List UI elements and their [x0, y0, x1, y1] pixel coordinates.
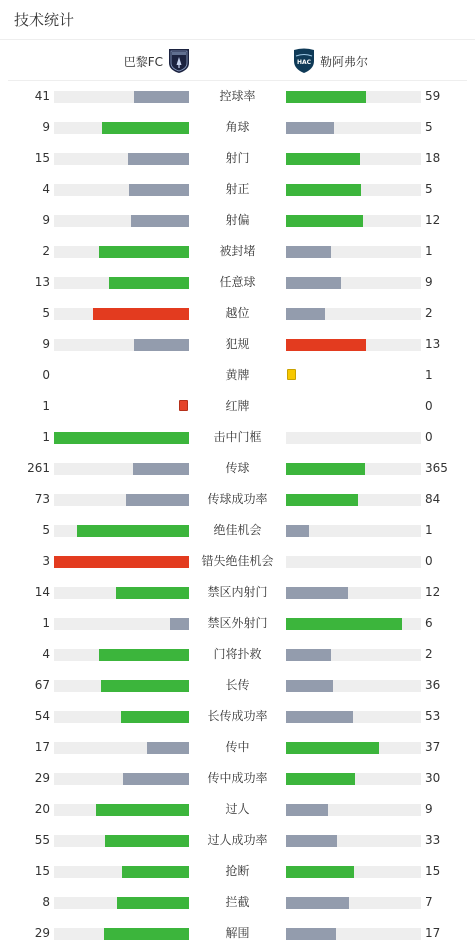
stat-row [0, 701, 475, 732]
home-stat-value: 29 [34, 771, 50, 785]
away-stat-bar [286, 928, 421, 940]
stat-label: 长传 [225, 678, 250, 692]
stat-row [0, 81, 475, 112]
home-stat-bar [54, 215, 189, 227]
stat-row [0, 918, 475, 949]
home-stat-bar-fill [116, 587, 189, 599]
stat-row [0, 267, 475, 298]
stat-row [0, 112, 475, 143]
away-stat-value: 9 [425, 802, 433, 816]
away-stat-bar [286, 804, 421, 816]
home-stat-bar-fill [129, 184, 189, 196]
stat-row [0, 453, 475, 484]
away-stat-bar-fill [286, 649, 331, 661]
home-stat-value: 15 [34, 151, 50, 165]
away-stat-value: 15 [425, 864, 441, 878]
away-stat-bar [286, 153, 421, 165]
away-stat-bar [286, 463, 421, 475]
away-stat-bar [286, 432, 421, 444]
away-stat-bar-fill [286, 184, 361, 196]
away-stat-bar-fill [286, 277, 341, 289]
away-stat-bar-fill [286, 308, 325, 320]
away-stat-value: 13 [425, 337, 441, 351]
away-stat-bar [286, 897, 421, 909]
home-stat-value: 55 [34, 833, 50, 847]
away-stat-bar-fill [286, 897, 349, 909]
home-stat-value: 0 [42, 368, 50, 382]
stat-row [0, 391, 475, 422]
stat-row [0, 639, 475, 670]
home-stat-bar-fill [147, 742, 190, 754]
stat-label: 射门 [225, 151, 250, 165]
stat-label: 抢断 [225, 864, 250, 878]
home-stat-value: 261 [27, 461, 50, 475]
home-stat-bar [54, 649, 189, 661]
away-stat-value: 2 [425, 647, 433, 661]
home-stat-value: 41 [34, 89, 50, 103]
away-stat-value: 33 [425, 833, 441, 847]
away-stat-bar [286, 308, 421, 320]
stat-row [0, 825, 475, 856]
stat-label: 过人 [225, 802, 250, 816]
home-stat-bar-fill [122, 866, 190, 878]
away-stat-value: 12 [425, 213, 441, 227]
stat-label: 射正 [225, 182, 250, 196]
away-stat-bar [286, 494, 421, 506]
stat-row [0, 732, 475, 763]
stat-row [0, 484, 475, 515]
home-stat-bar [54, 835, 189, 847]
away-stat-bar-fill [286, 773, 355, 785]
stat-label: 门将扑救 [213, 647, 262, 661]
home-stat-value: 4 [42, 182, 50, 196]
stat-row [0, 298, 475, 329]
home-stat-bar [54, 711, 189, 723]
home-stat-bar-fill [99, 246, 189, 258]
away-stat-value: 53 [425, 709, 441, 723]
stat-row [0, 329, 475, 360]
stat-label: 传中成功率 [207, 771, 268, 785]
away-stat-bar-fill [286, 804, 328, 816]
home-stat-value: 1 [42, 616, 50, 630]
yellow-card-icon [287, 369, 296, 380]
home-stat-bar [54, 246, 189, 258]
away-stat-bar [286, 277, 421, 289]
stat-row [0, 360, 475, 391]
away-stat-bar [286, 711, 421, 723]
home-stat-bar-fill [131, 215, 189, 227]
home-stat-value: 5 [42, 306, 50, 320]
stat-row [0, 143, 475, 174]
home-stat-bar [54, 928, 189, 940]
away-stat-bar [286, 184, 421, 196]
away-stat-bar [286, 339, 421, 351]
away-stat-bar-fill [286, 494, 358, 506]
stat-label: 越位 [225, 306, 250, 320]
away-stat-bar-fill [286, 246, 331, 258]
away-stat-bar-fill [286, 742, 379, 754]
stat-row [0, 763, 475, 794]
away-stat-bar [286, 525, 421, 537]
home-stat-bar [54, 556, 189, 568]
stat-label: 角球 [225, 120, 250, 134]
home-stat-bar [54, 804, 189, 816]
away-stat-bar-fill [286, 339, 366, 351]
home-stat-value: 54 [34, 709, 50, 723]
home-stat-bar-fill [123, 773, 189, 785]
away-stat-bar [286, 680, 421, 692]
home-stat-value: 73 [34, 492, 50, 506]
away-stat-bar-fill [286, 91, 366, 103]
away-stat-bar [286, 618, 421, 630]
home-stat-bar-fill [104, 928, 189, 940]
home-stat-bar-fill [133, 463, 189, 475]
teams-bar [8, 40, 467, 81]
stat-label: 红牌 [225, 399, 250, 413]
away-stat-bar-fill [286, 525, 309, 537]
away-stat-bar [286, 122, 421, 134]
stat-row [0, 856, 475, 887]
page-title: 技术统计 [14, 11, 75, 29]
away-stat-bar [286, 835, 421, 847]
home-stat-bar-fill [121, 711, 189, 723]
home-stat-bar-fill [99, 649, 189, 661]
away-stat-bar-fill [286, 587, 348, 599]
stat-label: 传中 [225, 740, 250, 754]
home-stat-value: 5 [42, 523, 50, 537]
home-stat-value: 1 [42, 399, 50, 413]
home-stat-value: 20 [34, 802, 50, 816]
home-stat-value: 8 [42, 895, 50, 909]
home-stat-bar [54, 463, 189, 475]
home-stat-bar [54, 184, 189, 196]
stat-row [0, 577, 475, 608]
stats-header [0, 0, 475, 40]
stat-row [0, 794, 475, 825]
home-stat-value: 1 [42, 430, 50, 444]
stat-row [0, 887, 475, 918]
stat-label: 击中门框 [213, 430, 262, 444]
away-stat-value: 1 [425, 244, 433, 258]
away-stat-value: 5 [425, 120, 433, 134]
home-stat-bar-fill [96, 804, 189, 816]
away-stat-bar-fill [286, 618, 402, 630]
away-stat-bar-fill [286, 680, 333, 692]
home-stat-bar [54, 277, 189, 289]
away-stat-bar [286, 91, 421, 103]
away-stat-value: 5 [425, 182, 433, 196]
away-stat-bar [286, 773, 421, 785]
home-stat-bar-fill [101, 680, 189, 692]
home-stat-bar-fill [109, 277, 189, 289]
home-stat-bar [54, 897, 189, 909]
away-stat-value: 17 [425, 926, 441, 940]
away-stat-bar-fill [286, 153, 360, 165]
stat-label: 错失绝佳机会 [201, 554, 274, 568]
home-stat-value: 13 [34, 275, 50, 289]
away-stat-value: 2 [425, 306, 433, 320]
away-stat-bar-fill [286, 122, 334, 134]
home-stat-value: 29 [34, 926, 50, 940]
stat-label: 拦截 [225, 895, 250, 909]
home-stat-bar [54, 618, 189, 630]
paris-fc-crest-icon [167, 48, 191, 74]
stat-row [0, 608, 475, 639]
home-stat-bar-fill [77, 525, 190, 537]
stat-row [0, 670, 475, 701]
home-stat-value: 9 [42, 337, 50, 351]
away-stat-bar-fill [286, 215, 363, 227]
stat-label: 解围 [225, 926, 250, 940]
home-stat-value: 2 [42, 244, 50, 258]
home-stat-bar-fill [105, 835, 189, 847]
home-stat-value: 9 [42, 120, 50, 134]
stat-label: 黄牌 [225, 368, 250, 382]
away-stat-value: 36 [425, 678, 441, 692]
home-stat-value: 67 [34, 678, 50, 692]
away-stat-value: 12 [425, 585, 441, 599]
stat-label: 禁区外射门 [207, 616, 268, 630]
home-stat-bar-fill [128, 153, 189, 165]
home-stat-value: 17 [34, 740, 50, 754]
home-team [124, 48, 191, 74]
home-team-name: 巴黎FC [123, 54, 163, 69]
home-stat-bar [54, 91, 189, 103]
away-stat-value: 0 [425, 430, 433, 444]
red-card-icon [179, 400, 188, 411]
home-stat-bar [54, 866, 189, 878]
home-stat-bar-fill [134, 91, 189, 103]
stat-row [0, 546, 475, 577]
home-stat-bar-fill [117, 897, 189, 909]
away-stat-bar-fill [286, 866, 354, 878]
away-stat-value: 6 [425, 616, 433, 630]
stat-label: 传球 [225, 461, 250, 475]
home-stat-bar-fill [102, 122, 189, 134]
stats-list [0, 81, 475, 950]
away-stat-bar [286, 215, 421, 227]
away-stat-value: 365 [425, 461, 448, 475]
home-stat-bar [54, 153, 189, 165]
away-stat-value: 0 [425, 554, 433, 568]
away-stat-value: 1 [425, 523, 433, 537]
home-stat-value: 3 [42, 554, 50, 568]
away-stat-bar-fill [286, 835, 337, 847]
stat-label: 传球成功率 [207, 492, 268, 506]
home-stat-value: 4 [42, 647, 50, 661]
away-stat-value: 9 [425, 275, 433, 289]
stat-label: 射偏 [225, 213, 250, 227]
away-stat-bar-fill [286, 928, 336, 940]
home-stat-bar [54, 525, 189, 537]
home-stat-bar-fill [126, 494, 189, 506]
stat-label: 被封堵 [219, 244, 256, 258]
svg-text:HAC: HAC [296, 59, 312, 66]
away-stat-value: 1 [425, 368, 433, 382]
home-stat-bar-fill [54, 432, 189, 444]
home-stat-bar [54, 432, 189, 444]
away-stat-bar [286, 649, 421, 661]
stat-row [0, 422, 475, 453]
home-stat-bar-fill [54, 556, 189, 568]
home-stat-bar [54, 680, 189, 692]
home-stat-bar [54, 587, 189, 599]
away-stat-bar [286, 866, 421, 878]
home-stat-value: 14 [34, 585, 50, 599]
stat-row [0, 174, 475, 205]
stat-label: 犯规 [225, 337, 250, 351]
stat-row [0, 205, 475, 236]
home-stat-bar-fill [170, 618, 189, 630]
home-stat-bar [54, 742, 189, 754]
away-stat-bar [286, 556, 421, 568]
home-stat-bar-fill [134, 339, 189, 351]
home-stat-bar [54, 773, 189, 785]
away-stat-bar [286, 742, 421, 754]
away-stat-value: 0 [425, 399, 433, 413]
stat-label: 绝佳机会 [213, 523, 262, 537]
stat-label: 禁区内射门 [207, 585, 268, 599]
home-stat-bar-fill [93, 308, 189, 320]
home-stat-bar [54, 339, 189, 351]
home-stat-bar [54, 308, 189, 320]
stat-row [0, 515, 475, 546]
away-stat-bar-fill [286, 463, 365, 475]
stat-label: 控球率 [219, 89, 256, 103]
stat-label: 任意球 [219, 275, 256, 289]
home-stat-bar [54, 494, 189, 506]
home-stat-value: 9 [42, 213, 50, 227]
away-stat-bar-fill [286, 711, 353, 723]
home-stat-bar [54, 122, 189, 134]
away-stat-value: 7 [425, 895, 433, 909]
stat-label: 过人成功率 [207, 833, 268, 847]
away-stat-value: 30 [425, 771, 441, 785]
away-team-name: 勒阿弗尔 [320, 54, 369, 69]
away-stat-value: 37 [425, 740, 441, 754]
stat-row [0, 236, 475, 267]
home-stat-value: 15 [34, 864, 50, 878]
stat-label: 长传成功率 [207, 709, 268, 723]
away-stat-bar [286, 587, 421, 599]
away-stat-bar [286, 246, 421, 258]
le-havre-hac-crest-icon [292, 48, 316, 74]
away-stat-value: 59 [425, 89, 441, 103]
away-team [292, 48, 368, 74]
away-stat-value: 18 [425, 151, 441, 165]
away-stat-value: 84 [425, 492, 441, 506]
